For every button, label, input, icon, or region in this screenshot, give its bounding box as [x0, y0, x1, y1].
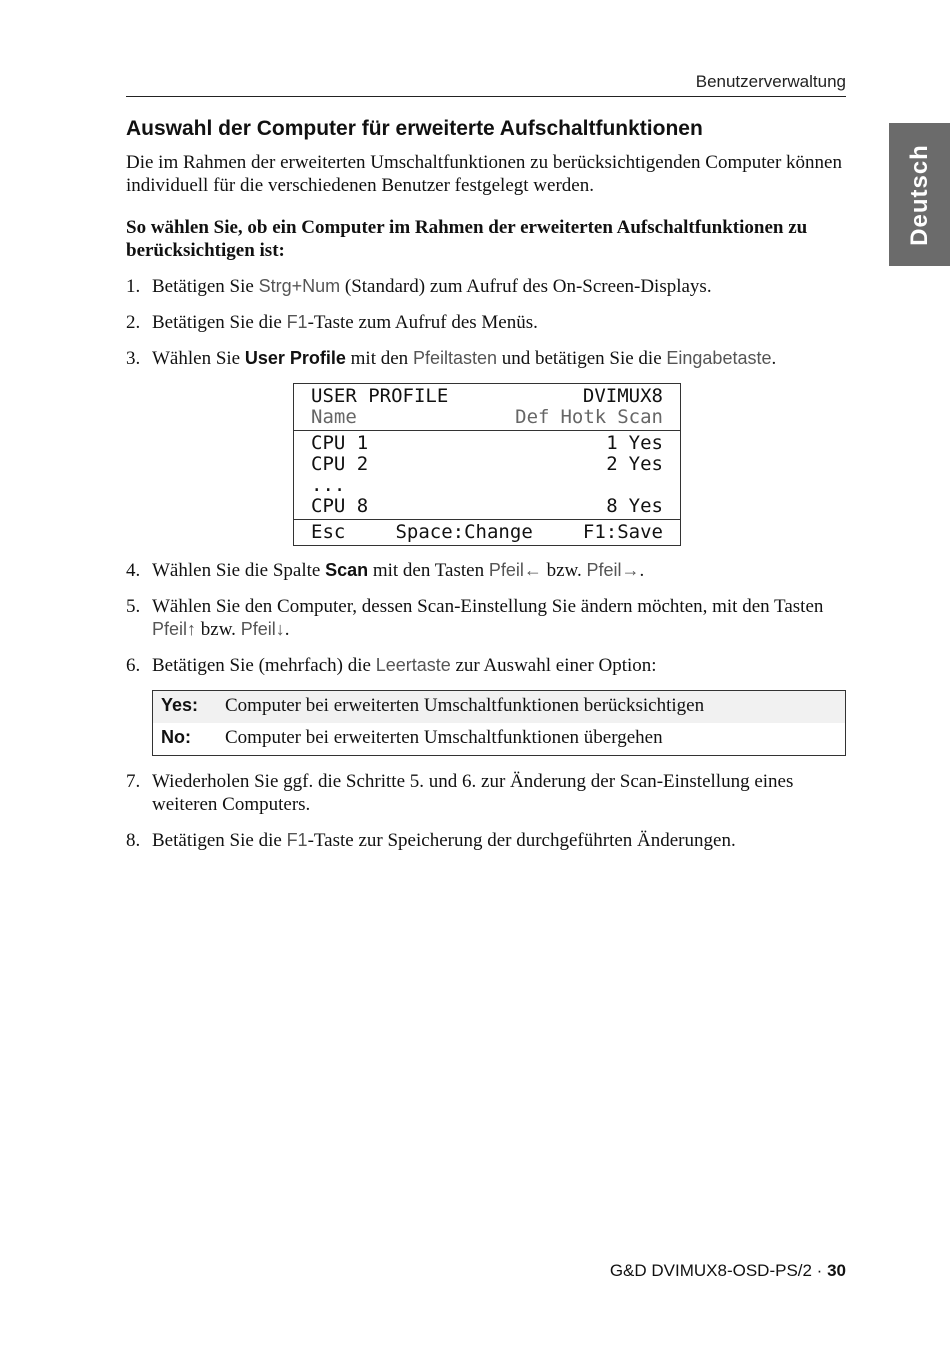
step-text: mit den Tasten [368, 560, 489, 581]
option-text: Computer bei erweiterten Umschaltfunktionen berücksichtigen [225, 695, 705, 716]
osd-esc: Esc [311, 521, 346, 543]
step-text: und betätigen Sie die [497, 348, 667, 369]
page-number: 30 [827, 1261, 846, 1280]
osd-save: F1:Save [582, 521, 663, 543]
step-number: 4. [126, 560, 141, 581]
osd-row-scan: Yes [628, 495, 663, 517]
step-number: 3. [126, 348, 141, 369]
page-footer [126, 1261, 846, 1281]
step-text: Wählen Sie [152, 348, 245, 369]
option-row [153, 691, 845, 723]
osd-device: DVIMUX8 [582, 385, 663, 407]
osd-row-scan: Yes [628, 453, 663, 475]
osd-row [311, 496, 663, 517]
step-number: 2. [126, 312, 141, 333]
language-tab-label: Deutsch [905, 143, 933, 246]
option-key: Yes: [161, 695, 199, 715]
step-2 [126, 311, 846, 334]
step-text: Betätigen Sie die [152, 312, 287, 333]
step-text: mit den [345, 348, 413, 369]
osd-row [311, 433, 663, 454]
osd-title: USER PROFILE [311, 385, 449, 407]
key-arrows: Pfeiltasten [412, 348, 497, 368]
step-text: -Taste zum Aufruf des Menüs. [307, 312, 538, 333]
key-space: Leertaste [375, 655, 451, 675]
osd-col-def: Def [515, 406, 550, 428]
step-text: . [639, 560, 645, 581]
osd-row-hotk: 8 [606, 495, 618, 517]
key-arrow-right: Pfeil→ [586, 560, 640, 580]
osd-col-scan: Scan [617, 406, 663, 428]
procedure-lead: So wählen Sie, ob ein Computer im Rahmen der erweiterten Aufschaltfunktionen zu berücksichtigen ist: [126, 217, 808, 261]
step-number: 1. [126, 276, 141, 297]
key-arrow-down: Pfeil↓ [240, 619, 285, 639]
page-content [126, 117, 846, 865]
language-tab [889, 123, 950, 266]
step-text: (Standard) zum Aufruf des On-Screen-Displays. [340, 276, 712, 297]
key-strg-num: Strg+Num [258, 276, 341, 296]
step-3 [126, 347, 846, 370]
running-header: Benutzerverwaltung [126, 72, 846, 97]
osd-row-scan: Yes [628, 432, 663, 454]
osd-row-name: CPU 1 [311, 432, 369, 454]
step-text: -Taste zur Speicherung der durchgeführten Änderungen. [307, 830, 736, 851]
key-f1: F1 [286, 312, 308, 332]
step-number: 5. [126, 596, 141, 617]
osd-header [294, 384, 680, 430]
osd-col-name: Name [311, 406, 357, 428]
step-text: Betätigen Sie (mehrfach) die [152, 655, 376, 676]
osd-row-hotk: 1 [606, 432, 618, 454]
step-text: . [771, 348, 777, 369]
osd-row-ellipsis [311, 475, 663, 496]
step-text: bzw. [541, 560, 587, 581]
step-7 [126, 770, 846, 816]
key-arrow-up: Pfeil↑ [152, 619, 197, 639]
osd-row-name: ... [311, 474, 346, 496]
step-1 [126, 275, 846, 298]
column-scan: Scan [325, 560, 369, 580]
osd-screen [293, 383, 681, 546]
osd-row-name: CPU 2 [311, 453, 369, 475]
intro-paragraph: Die im Rahmen der erweiterten Umschaltfunktionen zu berücksichtigenden Computer können individuell für die verschiedenen Benutzer festgelegt werden. [126, 152, 842, 196]
option-row [153, 723, 845, 755]
step-text: zur Auswahl einer Option: [450, 655, 657, 676]
menu-user-profile: User Profile [244, 348, 346, 368]
step-number: 8. [126, 830, 141, 851]
osd-row [311, 454, 663, 475]
key-arrow-left: Pfeil← [488, 560, 542, 580]
osd-row-name: CPU 8 [311, 495, 369, 517]
step-text: Wählen Sie den Computer, dessen Scan-Einstellung Sie ändern möchten, mit den Tasten [152, 596, 824, 617]
section-title: Auswahl der Computer für erweiterte Aufschaltfunktionen [126, 117, 703, 140]
option-text: Computer bei erweiterten Umschaltfunktionen übergehen [225, 727, 663, 748]
step-text: Wählen Sie die Spalte [152, 560, 326, 581]
step-text: . [284, 619, 290, 640]
step-text: bzw. [196, 619, 241, 640]
osd-col-hotk: Hotk [560, 406, 607, 428]
osd-rows [294, 430, 680, 519]
option-key: No: [161, 727, 191, 747]
step-4 [126, 559, 846, 582]
osd-footer [294, 519, 680, 545]
osd-change: Space:Change [395, 521, 533, 543]
key-enter: Eingabetaste [666, 348, 772, 368]
step-text: Wiederholen Sie ggf. die Schritte 5. und 6. zur Änderung der Scan-Einstellung eines weiteren Computers. [152, 771, 794, 815]
osd-row-hotk: 2 [606, 453, 618, 475]
options-table [152, 690, 846, 756]
step-8 [126, 829, 846, 852]
step-text: Betätigen Sie [152, 276, 259, 297]
key-f1: F1 [286, 830, 308, 850]
step-5 [126, 595, 846, 641]
step-6 [126, 654, 846, 677]
step-number: 6. [126, 655, 141, 676]
step-text: Betätigen Sie die [152, 830, 287, 851]
footer-product: G&D DVIMUX8-OSD-PS/2 · [609, 1261, 828, 1280]
step-number: 7. [126, 771, 141, 792]
